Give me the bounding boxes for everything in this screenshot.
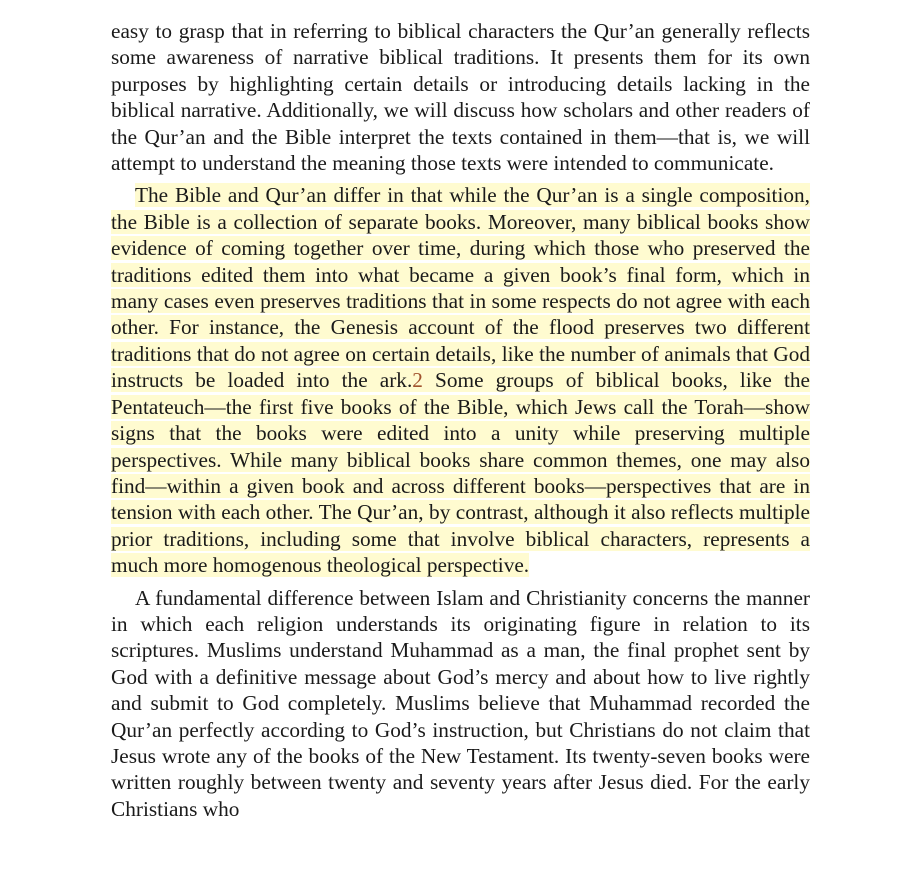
paragraph-text-after-footnote: Some groups of biblical books, like the Pentateuch—the first five books of the Bible, which Jews call the Torah—show signs that the books were edited into a unity while preserving multiple perspectives. While many biblical books share common themes, one may also find—within a given book and across different books—perspectives that are in tension with each other. The Qur’an, by contrast, although it also reflects multiple prior traditions, including some that involve biblical characters, represents a much more homogenous theological perspective. — [111, 368, 810, 578]
paragraph-continuation: easy to grasp that in referring to biblical characters the Qur’an generally reflects some awareness of narrative biblical traditions. It presents them for its own purposes by highlighting certain details or introducing details lacking in the biblical narrative. Additionally, we will discuss how scholars and other readers of the Qur’an and the Bible interpret the texts contained in them—that is, we will attempt to understand the meaning those texts were intended to communicate. — [111, 19, 810, 176]
highlight-span — [111, 183, 810, 577]
paragraph-body: A fundamental difference between Islam and Christianity concerns the manner in which each religion understands its originating figure in relation to its scriptures. Muslims understand Muhammad as a man, the final prophet sent by God with a definitive message about God’s mercy and about how to live rightly and submit to God completely. Muslims believe that Muhammad recorded the Qur’an perfectly according to God’s instruction, but Christians do not claim that Jesus wrote any of the books of the New Testament. Its twenty-seven books were written roughly between twenty and seventy years after Jesus died. For the early Christians who — [111, 585, 810, 821]
footnote-link[interactable]: 2 — [412, 368, 423, 393]
paragraph-highlighted — [111, 182, 810, 578]
document-page — [111, 18, 810, 822]
paragraph-text-before-footnote: The Bible and Qur’an differ in that while the Qur’an is a single composition, the Bible is a collection of separate books. Moreover, many biblical books show evidence of coming together over time, during which those who preserved the traditions edited them into what became a given book’s final form, which in many cases even preserves traditions that in some respects do not agree with each other. For instance, the Genesis account of the flood preserves two different traditions that do not agree on certain details, like the number of animals that God instructs be loaded into the ark. — [111, 183, 810, 393]
